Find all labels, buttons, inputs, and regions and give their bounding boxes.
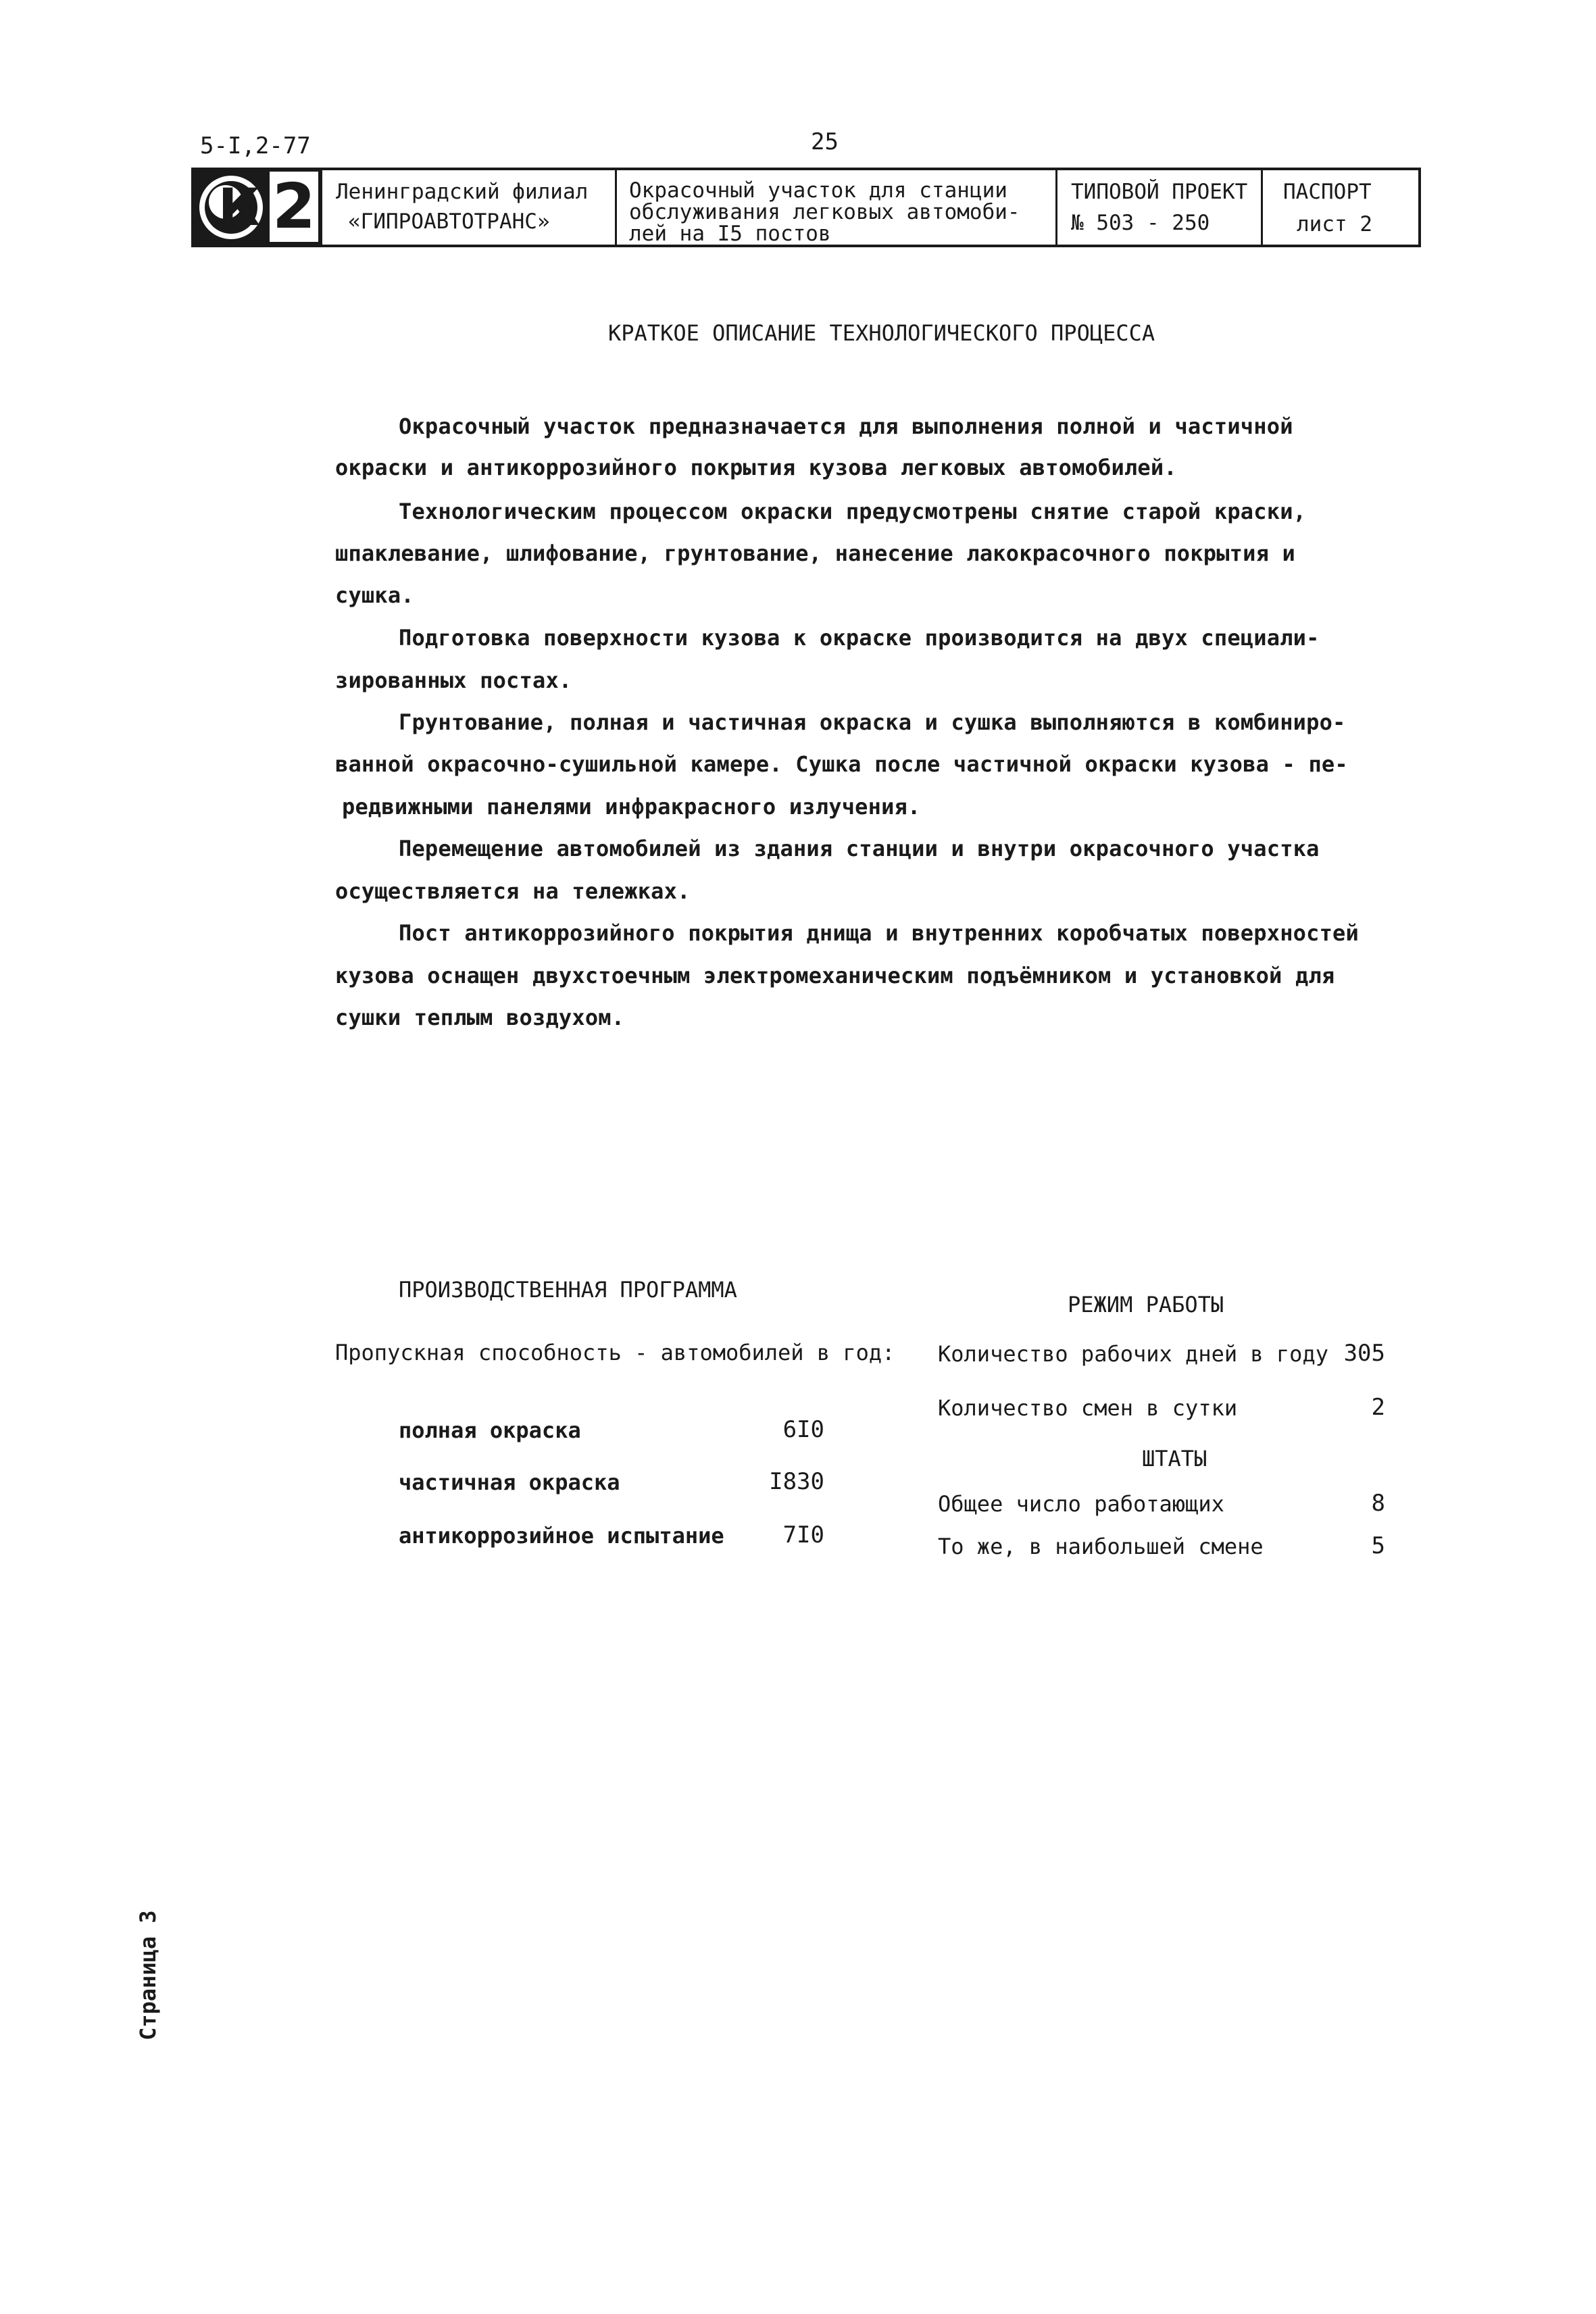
description-line: Технологическим процессом окраски предусмотрены снятие старой краски, xyxy=(399,499,1307,524)
org-line-2: «ГИПРОАВТОТРАНС» xyxy=(348,209,550,234)
staff-heading: ШТАТЫ xyxy=(1142,1446,1207,1472)
description-heading: КРАТКОЕ ОПИСАНИЕ ТЕХНОЛОГИЧЕСКОГО ПРОЦЕССА xyxy=(608,320,1155,346)
project-number-cell xyxy=(1060,170,1263,245)
document-code: 5-I,2-77 xyxy=(200,132,311,159)
page-side-label: Страница 3 xyxy=(135,1910,161,2040)
description-line: окраски и антикоррозийного покрытия кузова легковых автомобилей. xyxy=(335,455,1177,480)
project-number: № 503 - 250 xyxy=(1071,211,1210,235)
description-line: Подготовка поверхности кузова к окраске производится на двух специали- xyxy=(399,625,1320,651)
mode-item-label: Количество смен в сутки xyxy=(938,1395,1238,1421)
staff-item-value: 8 xyxy=(1371,1490,1385,1517)
program-item-value: 6I0 xyxy=(782,1416,824,1443)
mode-heading: РЕЖИМ РАБОТЫ xyxy=(1068,1292,1224,1317)
project-title-cell xyxy=(620,170,1057,245)
passport-cell xyxy=(1266,170,1418,245)
description-line: Перемещение автомобилей из здания станции и внутри окрасочного участка xyxy=(399,836,1320,861)
program-item-label: частичная окраска xyxy=(399,1469,620,1495)
description-line: Грунтование, полная и частичная окраска и сушка выполняются в комбиниро- xyxy=(399,709,1346,735)
description-line: осуществляется на тележках. xyxy=(335,878,691,904)
mode-item-value: 2 xyxy=(1371,1394,1385,1421)
passport-label: ПАСПОРТ xyxy=(1283,180,1372,204)
mode-item-label: Количество рабочих дней в году xyxy=(938,1341,1328,1367)
title-block-stamp xyxy=(191,168,1421,247)
title-line-1: Окрасочный участок для станции xyxy=(629,178,1007,203)
title-line-2: обслуживания легковых автомоби- xyxy=(629,200,1020,224)
description-line: Пост антикоррозийного покрытия днища и внутренних коробчатых поверхностей xyxy=(399,920,1359,946)
page-number: 25 xyxy=(811,128,839,155)
description-line: шпаклевание, шлифование, грунтование, нанесение лакокрасочного покрытия и xyxy=(335,540,1295,566)
description-line: сушки теплым воздухом. xyxy=(335,1005,625,1030)
program-item-value: 7I0 xyxy=(782,1521,824,1549)
staff-item-label: То же, в наибольшей смене xyxy=(938,1534,1264,1559)
logo-letter: К xyxy=(218,177,261,237)
description-line: сушка. xyxy=(335,582,414,608)
program-item-value: I830 xyxy=(769,1468,824,1495)
staff-item-value: 5 xyxy=(1371,1532,1385,1559)
description-line: редвижными панелями инфракрасного излучения. xyxy=(342,794,921,820)
project-label: ТИПОВОЙ ПРОЕКТ xyxy=(1071,180,1248,204)
organization-cell xyxy=(325,170,617,245)
ck-logo-icon xyxy=(199,176,263,239)
description-line: зированных постах. xyxy=(335,668,572,693)
logo-number: 2 xyxy=(270,172,318,242)
title-line-3: лей на I5 постов xyxy=(629,222,831,246)
description-line: ванной окрасочно-сушильной камере. Сушка после частичной окраски кузова - пе- xyxy=(335,751,1348,777)
logo xyxy=(194,170,322,245)
staff-item-label: Общее число работающих xyxy=(938,1491,1224,1517)
program-item-label: полная окраска xyxy=(399,1417,581,1443)
org-line-1: Ленинградский филиал xyxy=(336,180,589,204)
sheet-number: лист 2 xyxy=(1297,212,1372,236)
description-line: кузова оснащен двухстоечным электромеханическим подъёмником и установкой для xyxy=(335,963,1335,988)
capacity-label: Пропускная способность - автомобилей в год: xyxy=(335,1340,895,1365)
mode-item-value: 305 xyxy=(1343,1340,1385,1367)
description-line: Окрасочный участок предназначается для выполнения полной и частичной xyxy=(399,413,1293,439)
program-item-label: антикоррозийное испытание xyxy=(399,1523,724,1549)
program-heading: ПРОИЗВОДСТВЕННАЯ ПРОГРАММА xyxy=(399,1277,737,1303)
